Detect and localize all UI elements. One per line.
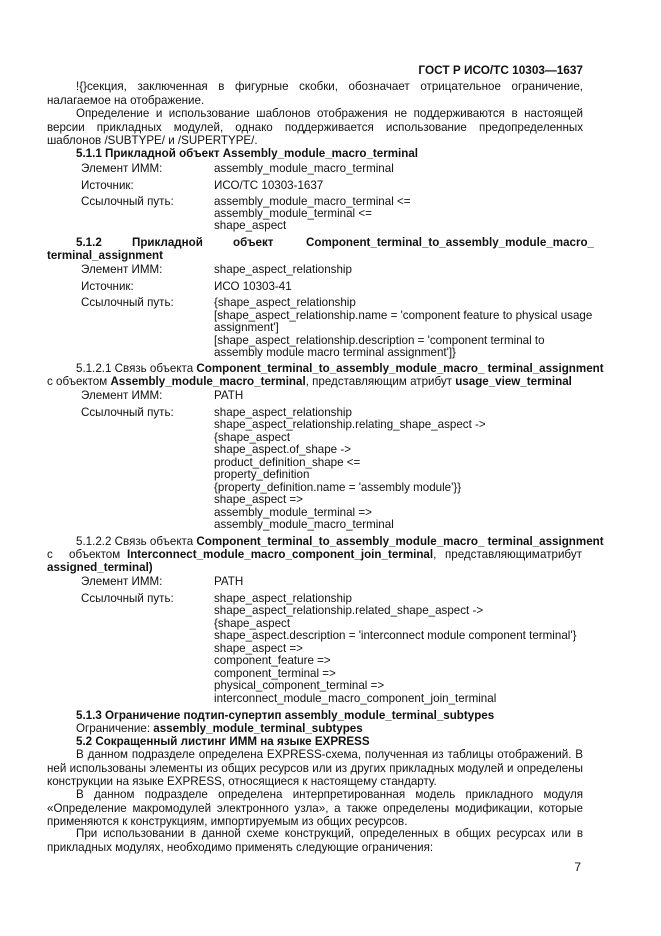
s5122-path-line: physical_component_terminal => [214,679,385,692]
s5121-path-line: shape_aspect_relationship [214,406,352,419]
s5122-element-label: Элемент ИММ: [81,575,163,588]
s512-path-line: [shape_aspect_relationship.description = 'component terminal to [214,334,545,347]
s512-path-line: assembly module macro terminal assignment']} [214,346,456,359]
s512-element-label: Элемент ИММ: [81,263,163,276]
page-number: 7 [574,860,581,874]
s5121-path-line: property_definition [214,468,310,481]
s511-source-value: ИСО/ТС 10303-1637 [214,179,324,192]
s5121-path-line: shape_aspect.of_shape -> [214,443,351,456]
s511-path-label: Ссылочный путь: [81,195,174,208]
s5121-element-label: Элемент ИММ: [81,389,163,402]
s5122-line2-attr: атрибут [540,548,582,561]
document-header: ГОСТ Р ИСО/ТС 10303—1637 [418,63,583,77]
s52-paragraph-3: При использовании в данной схеме конструкций, определенных в общих ресурсах или в прикладных модулях, необходимо применять следующие ограничения: [47,827,583,854]
s512-path-line: {shape_aspect_relationship [214,296,356,309]
section-5-2-heading: 5.2 Сокращенный листинг ИММ на языке EXPRESS [76,735,370,748]
s512-number: 5.1.2 [76,236,102,249]
s5122-line2-c: с [47,548,53,561]
s5122-path-line: {shape_aspect [214,617,291,630]
s5122-path-line: component_feature => [214,654,331,667]
s5122-path-line: interconnect_module_macro_component_join_terminal [214,692,497,705]
section-5-1-3-heading: 5.1.3 Ограничение подтип-супертип assembly_module_terminal_subtypes [76,709,495,722]
s511-path-line: shape_aspect [214,219,287,232]
s5121-heading-line-1: 5.1.2.1 Связь объекта Component_terminal_to_assembly_module_macro_ terminal_assignment [76,362,604,375]
s512-path-label: Ссылочный путь: [81,296,174,309]
s5122-line2-term: terminal, [388,548,437,561]
s5122-element-value: PATH [214,575,244,588]
s5122-path-line: shape_aspect_relationship [214,592,352,605]
s5121-heading-line-2: с объектом Assembly_module_macro_terminal, представляющим атрибут usage_view_terminal [47,375,572,388]
s5122-path-label: Ссылочный путь: [81,592,174,605]
s5121-path-label: Ссылочный путь: [81,406,174,419]
s5121-path-line: product_definition_shape <= [214,456,361,469]
s5122-path-line: shape_aspect => [214,642,303,655]
intro-paragraph-2: Определение и использование шаблонов отображения не поддерживаются в настоящей версии прикладных модулей, однако поддерживается использование предопределенных шаблонов /SUBTYPE/ и /SUPERTYPE/. [47,107,583,147]
s512-path-line: assignment'] [214,321,279,334]
s512-path-line: [shape_aspect_relationship.name = 'component feature to physical usage [214,309,593,322]
s511-path-line: assembly_module_terminal <= [214,207,372,220]
s511-path-line: assembly_module_macro_terminal <= [214,195,411,208]
s512-word-1: Прикладной [132,236,203,249]
s512-element-value: shape_aspect_relationship [214,263,352,276]
s5122-line2-obj: объектом [69,548,121,561]
s512-source-value: ИСО 10303-41 [214,280,292,293]
s511-element-label: Элемент ИММ: [81,162,163,175]
s5121-path-line: {property_definition.name = 'assembly module'}} [214,481,462,494]
s5121-path-line: shape_aspect => [214,493,303,506]
s5121-path-line: assembly_module_terminal => [214,506,372,519]
intro-paragraph-1: !{}секция, заключенная в фигурные скобки, обозначает отрицательное ограничение, налагаемое на отображение. [47,80,583,107]
s512-source-label: Источник: [81,280,134,293]
s512-name-part-2: terminal_assignment [47,249,163,262]
s5122-path-line: component_terminal => [214,667,336,680]
s5121-path-line: shape_aspect_relationship.relating_shape_aspect -> [214,418,486,431]
s5122-line2-rep: представляющим [445,548,540,561]
s5121-element-value: PATH [214,389,244,402]
s5121-path-line: {shape_aspect [214,431,291,444]
s52-paragraph-1: В данном подразделе определена EXPRESS-схема, полученная из таблицы отображений. В ней использованы элементы из общих ресурсов или из других прикладных модулей и определены конструкции на языке EXPRESS, относящиеся к настоящему стандарту. [47,748,583,788]
s52-paragraph-2: В данном подразделе определена интерпретированная модель прикладного модуля «Определение макромодулей электронного узла», а также определены модификации, которые применяются к конструкциям, импортируемым из общих ресурсов. [47,788,583,828]
s513-restriction: Ограничение: assembly_module_terminal_subtypes [76,722,363,735]
s5122-heading-line-3: assigned_terminal) [47,561,153,574]
s512-name-part-1: Component_terminal_to_assembly_module_macro_ [306,236,595,249]
s511-element-value: assembly_module_macro_terminal [214,162,394,175]
s5122-line2-name: Interconnect_module_macro_component_join_ [127,548,388,561]
section-5-1-1-heading: 5.1.1 Прикладной объект Assembly_module_macro_terminal [76,147,419,160]
s5122-path-line: shape_aspect.description = 'interconnect module component terminal'} [214,629,577,642]
s511-source-label: Источник: [81,179,134,192]
s512-word-2: объект [233,236,274,249]
s5122-path-line: shape_aspect_relationship.related_shape_aspect -> [214,604,484,617]
s5122-heading-line-1: 5.1.2.2 Связь объекта Component_terminal_to_assembly_module_macro_ terminal_assignment [76,535,604,548]
s5121-path-line: assembly_module_macro_terminal [214,518,394,531]
